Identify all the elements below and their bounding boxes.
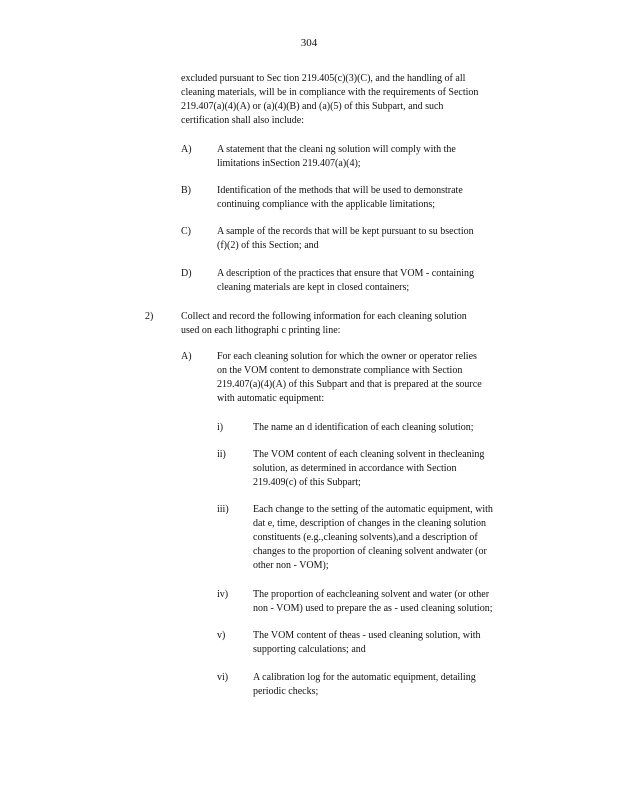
item-line: The proportion of eachcleaning solvent and water (or other <box>253 589 490 600</box>
item-text <box>217 350 517 406</box>
item-text <box>253 421 533 435</box>
intro-line: certification shall also include: <box>181 115 305 126</box>
item-text <box>253 503 533 573</box>
item-line: solution, as determined in accordance with Section <box>253 463 457 474</box>
item-text <box>253 629 533 657</box>
item-line: non - VOM) used to prepare the as - used cleaning solution; <box>253 603 493 614</box>
item-line: 219.407(a)(4)(A) of this Subpart and that is prepared at the source <box>217 379 482 390</box>
item-label: A) <box>181 144 192 155</box>
item-line: constituents (e.g.,cleaning solvents),and a description of <box>253 532 478 543</box>
item-line: A sample of the records that will be kept pursuant to su bsection <box>217 226 474 237</box>
item-text <box>253 448 533 490</box>
item-line: Identification of the methods that will be used to demonstrate <box>217 185 463 196</box>
item-line: A calibration log for the automatic equipment, detailing <box>253 672 476 683</box>
page-number: 304 <box>300 37 318 49</box>
item-line: changes to the proportion of cleaning solvent andwater (or <box>253 546 487 557</box>
item-line: The VOM content of theas - used cleaning solution, with <box>253 630 481 641</box>
item-line: (f)(2) of this Section; and <box>217 240 319 251</box>
item-label: iv) <box>217 589 229 600</box>
item-text <box>217 267 517 295</box>
item-text <box>181 310 521 338</box>
item-text <box>217 143 517 171</box>
item-line: limitations inSection 219.407(a)(4); <box>217 158 361 169</box>
item-label: i) <box>217 422 224 433</box>
item-line: 219.409(c) of this Subpart; <box>253 477 361 488</box>
item-label: iii) <box>217 504 229 515</box>
item-line: Each change to the setting of the automatic equipment, with <box>253 504 493 515</box>
item-line: The name an d identification of each cleaning solution; <box>253 422 474 433</box>
item-line: with automatic equipment: <box>217 393 325 404</box>
item-line: on the VOM content to demonstrate compliance with Section <box>217 365 463 376</box>
item-line: continuing compliance with the applicable limitations; <box>217 199 436 210</box>
intro-line: 219.407(a)(4)(A) or (a)(4)(B) and (a)(5) of this Subpart, and such <box>181 101 444 112</box>
item-label: ii) <box>217 449 226 460</box>
item-label: v) <box>217 630 226 641</box>
item-line: Collect and record the following information for each cleaning solution <box>181 311 467 322</box>
intro-paragraph <box>181 72 541 128</box>
item-line: supporting calculations; and <box>253 644 366 655</box>
item-line: other non - VOM); <box>253 560 329 571</box>
item-label: B) <box>181 185 191 196</box>
item-label: D) <box>181 268 192 279</box>
item-label: vi) <box>217 672 229 683</box>
item-line: A description of the practices that ensure that VOM - containing <box>217 268 474 279</box>
item-line: cleaning materials are kept in closed containers; <box>217 282 410 293</box>
item-line: For each cleaning solution for which the owner or operator relies <box>217 351 477 362</box>
item-text <box>253 588 533 616</box>
item-text <box>217 184 517 212</box>
item-label: C) <box>181 226 191 237</box>
item-line: used on each lithographi c printing line: <box>181 325 341 336</box>
item-line: periodic checks; <box>253 686 319 697</box>
item-line: The VOM content of each cleaning solvent in thecleaning <box>253 449 485 460</box>
item-text <box>217 225 517 253</box>
item-text <box>253 671 533 699</box>
item-label: A) <box>181 351 192 362</box>
intro-line: excluded pursuant to Sec tion 219.405(c)(3)(C), and the handling of all <box>181 73 466 84</box>
item-label: 2) <box>145 311 154 322</box>
intro-line: cleaning materials, will be in compliance with the requirements of Section <box>181 87 479 98</box>
item-line: A statement that the cleani ng solution will comply with the <box>217 144 456 155</box>
item-line: dat e, time, description of changes in the cleaning solution <box>253 518 486 529</box>
